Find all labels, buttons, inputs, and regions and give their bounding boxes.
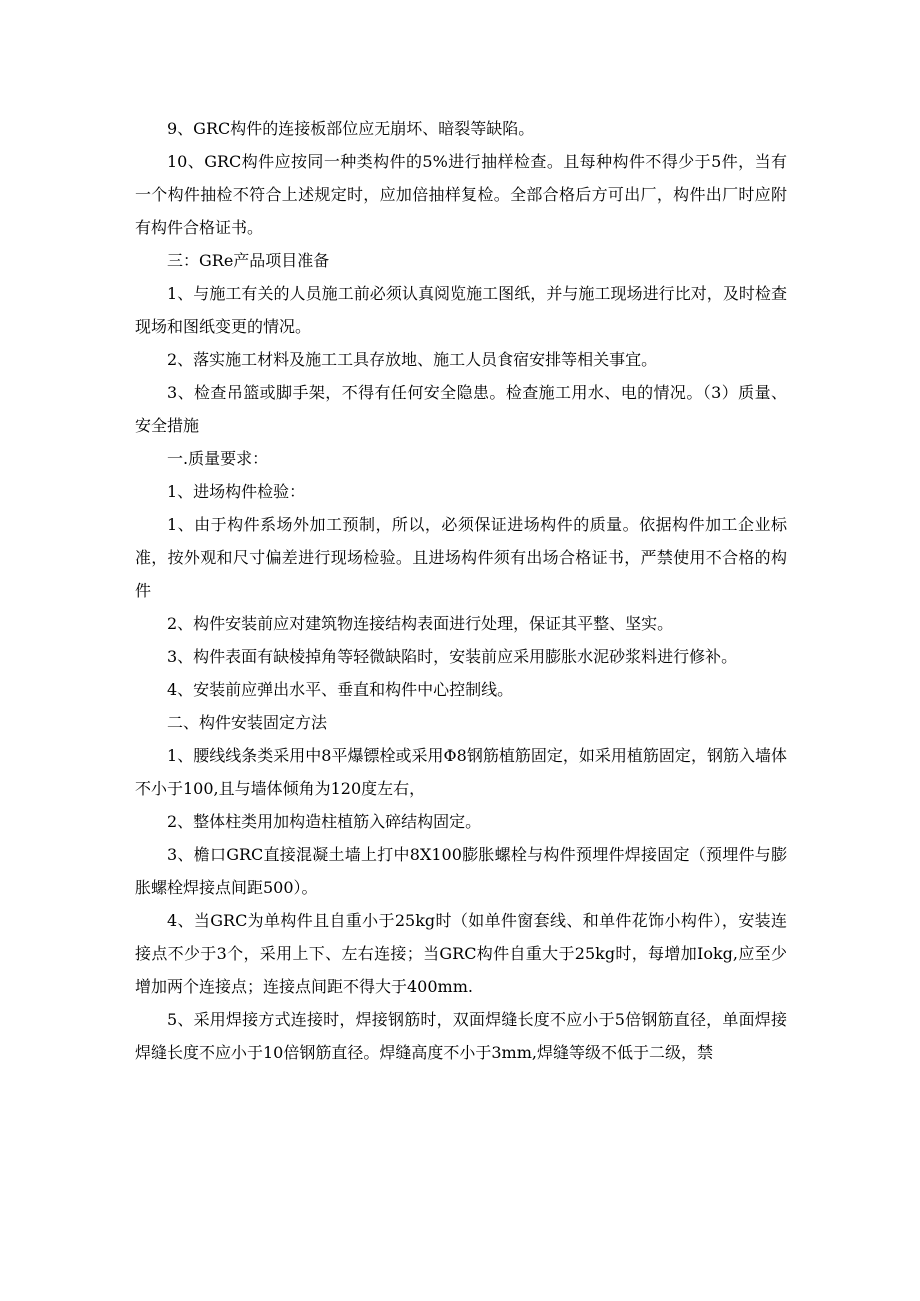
section-heading-installation-method: 二、构件安装固定方法 — [167, 713, 328, 732]
paragraph-install-2: 2、整体柱类用加构造柱植筋入碎结构固定。 — [167, 812, 482, 831]
paragraph-install-4: 4、当GRC为单构件且自重小于25kg时（如单件窗套线、和单件花饰小构件），安装连接点不少于3个，采用上下、左右连接；当GRC构件自重大于25kg时，每增加Iokg,应至少增加两个连接点；连接点间距不得大于400mm. — [135, 911, 787, 996]
paragraph-prep-1: 1、与施工有关的人员施工前必须认真阅览施工图纸，并与施工现场进行比对，及时检查现场和图纸变更的情况。 — [135, 284, 787, 336]
section-heading-project-preparation: 三：GRe产品项目准备 — [167, 251, 330, 270]
subheading-component-inspection: 1、进场构件检验： — [167, 482, 306, 501]
paragraph-quality-3: 3、构件表面有缺棱掉角等轻微缺陷时，安装前应采用膨胀水泥砂浆料进行修补。 — [167, 647, 738, 666]
paragraph-quality-1: 1、由于构件系场外加工预制，所以，必须保证进场构件的质量。依据构件加工企业标准，按外观和尺寸偏差进行现场检验。且进场构件须有出场合格证书，严禁使用不合格的构件 — [135, 515, 787, 600]
paragraph-quality-2: 2、构件安装前应对建筑物连接结构表面进行处理，保证其平整、坚实。 — [167, 614, 674, 633]
paragraph-install-3: 3、檐口GRC直接混凝土墙上打中8X100膨胀螺栓与构件预埋件焊接固定（预埋件与膨胀螺栓焊接点间距500）。 — [135, 845, 787, 897]
paragraph-9-connection-plate: 9、GRC构件的连接板部位应无崩坏、暗裂等缺陷。 — [167, 119, 535, 138]
paragraph-10-sampling-inspection: 10、GRC构件应按同一种类构件的5%进行抽样检查。且每种构件不得少于5件，当有一个构件抽检不符合上述规定时，应加倍抽样复检。全部合格后方可出厂，构件出厂时应附有构件合格证书。 — [135, 152, 787, 237]
paragraph-install-1: 1、腰线线条类采用中8平爆镖栓或采用Φ8钢筋植筋固定，如采用植筋固定，钢筋入墙体不小于100,且与墙体倾角为120度左右， — [135, 746, 787, 798]
section-heading-quality-requirements: 一.质量要求： — [167, 449, 269, 468]
paragraph-quality-4: 4、安装前应弹出水平、垂直和构件中心控制线。 — [167, 680, 514, 699]
paragraph-install-5: 5、采用焊接方式连接时，焊接钢筋时，双面焊缝长度不应小于5倍钢筋直径，单面焊接焊缝长度不应小于10倍钢筋直径。焊缝高度不小于3mm,焊缝等级不低于二级，禁 — [135, 1010, 787, 1062]
document-body — [135, 112, 787, 1069]
paragraph-prep-3: 3、检查吊篮或脚手架，不得有任何安全隐患。检查施工用水、电的情况。（3）质量、安全措施 — [135, 383, 787, 435]
paragraph-prep-2: 2、落实施工材料及施工工具存放地、施工人员食宿安排等相关事宜。 — [167, 350, 658, 369]
